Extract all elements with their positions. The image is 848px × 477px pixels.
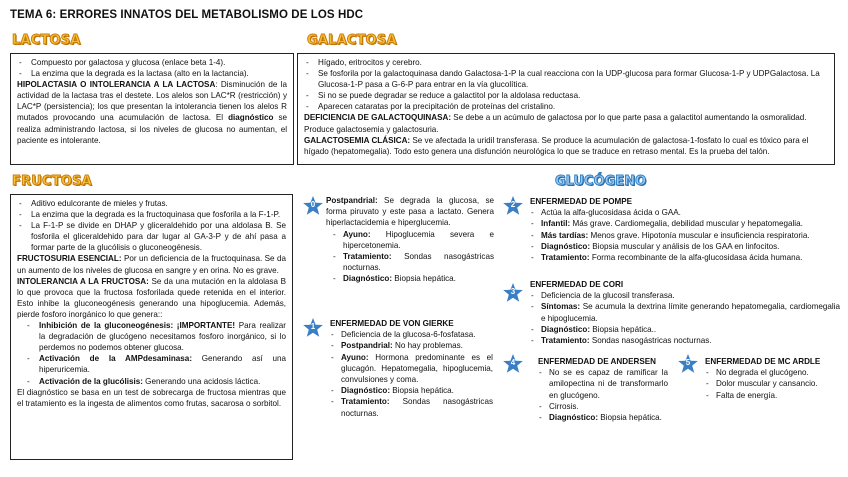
star-icon: 5 bbox=[678, 354, 698, 374]
fructosa-box bbox=[10, 194, 293, 460]
list-item: - Falta de energía. bbox=[705, 390, 840, 401]
star-icon: 1 bbox=[303, 318, 323, 338]
glucogeno-heading: GLUCÓGENO bbox=[555, 174, 647, 189]
disease-title: ENFERMEDAD DE MC ARDLE bbox=[705, 357, 821, 366]
fructosa-paragraph: INTOLERANCIA A LA FRUCTOSA: Se da una mutación en la aldolasa B lo que provoca que la fructosa fosforilada quede retenida en el interior. Esto inhibe la gluconeogénesis generando una hipoglucemia. Además, pierde fosforo inorgánico lo que genera:: bbox=[17, 276, 286, 319]
andersen-block bbox=[538, 356, 668, 423]
list-item: - Tratamiento: Sondas nasogástricas nocturnas. bbox=[332, 251, 494, 273]
disease-title: ENFERMEDAD DE POMPE bbox=[530, 197, 633, 206]
fructosa-sub-bullet: - Activación de la glucólisis: Generando una acidosis láctica. bbox=[17, 376, 286, 387]
list-item: - Infantil: Más grave. Cardiomegalia, debilidad muscular y hepatomegalia. bbox=[530, 218, 840, 229]
lactosa-heading: LACTOSA bbox=[12, 33, 81, 48]
list-item: - Deficiencia de la glucosa-6-fosfatasa. bbox=[330, 329, 493, 340]
list-item: - Diagnóstico: Biopsia hepática. bbox=[332, 273, 494, 284]
galactosa-heading: GALACTOSA bbox=[307, 33, 397, 48]
lactosa-box bbox=[10, 53, 294, 165]
lactosa-paragraph: HIPOLACTASIA O INTOLERANCIA A LA LACTOSA: Disminución de la actividad de la lactasa tras el destete. Los alelos son LAC*R (restricción) y LAC*P (persistencia); los que presentan la intolerancia tienen los alelos R mutados provocando una acumulación de lactosa. El diagnóstico se realiza administrando lactosa, si los niveles de glucosa no aumentan, el paciente es intolerante. bbox=[17, 80, 287, 145]
list-item: - No degrada el glucógeno. bbox=[705, 367, 840, 378]
fructosa-bullet: - La enzima que la degrada es la fructoquinasa que fosforila a la F-1-P. bbox=[17, 209, 286, 220]
page-title: TEMA 6: ERRORES INNATOS DEL METABOLISMO DE LOS HDC bbox=[10, 9, 364, 21]
galactosa-paragraph: DEFICIENCIA DE GALACTOQUINASA: Se debe a un acúmulo de galactosa por lo que parte pasa a galactitol aumentando la osmoralidad. Produce galactosemia y galactosuria. bbox=[304, 113, 807, 134]
disease-title: ENFERMEDAD DE CORI bbox=[530, 280, 624, 289]
star-icon: 2 bbox=[503, 196, 523, 216]
star-icon: 3 bbox=[503, 283, 523, 303]
list-item: - Postpandrial: No hay problemas. bbox=[330, 340, 493, 351]
galactosa-bullet: - Aparecen cataratas por la precipitación de proteínas del cristalino. bbox=[304, 101, 828, 112]
fructosa-sub-bullet: - Inhibición de la gluconeogénesis: ¡IMPORTANTE! Para realizar la degradación de glucógeno necesitamos fosforo inorgánico, si lo perdemos no podemos obtener glucosa. bbox=[17, 320, 286, 353]
lactosa-bullet: - Compuesto por galactosa y glucosa (enlace beta 1-4). bbox=[17, 57, 287, 68]
pompe-block bbox=[530, 196, 840, 263]
fructosa-bullet: - Aditivo edulcorante de mieles y frutas. bbox=[17, 198, 286, 209]
disease-title: ENFERMEDAD DE ANDERSEN bbox=[538, 357, 656, 366]
lactosa-bullet: - La enzima que la degrada es la lactasa (alto en la lactancia). bbox=[17, 68, 287, 79]
list-item: - Deficiencia de la glucosil transferasa. bbox=[530, 290, 840, 301]
list-item: - Diagnóstico: Biopsia hepática.. bbox=[530, 324, 840, 335]
fructosa-paragraph: FRUCTOSURIA ESENCIAL: Por un deficiencia de la fructoquinasa. Se da un aumento de los niveles de glucosa en sangre y en orina. No es grave. bbox=[17, 254, 286, 275]
postprandial-block: Postpandrial: Se degrada la glucosa, se forma piruvato y este pasa a lactato. Genera hiperlactacidemia e hiperglucemia. - Ayuno: Hipoglucemia severa e hipercetonemia. - Tratamiento: Sondas nasogástricas nocturnas. - Diagnóstico: Biopsia hepática. bbox=[326, 195, 494, 285]
fructosa-bullet: - La F-1-P se divide en DHAP y gliceraldehido por una aldolasa B. Se fosforila el gliceraldehido para dar lugar al GA-3-P y de ahí pasa a formar parte de la glucólisis o gluconeogénesis. bbox=[17, 220, 286, 253]
list-item: - Actúa la alfa-glucosidasa ácida o GAA. bbox=[530, 207, 840, 218]
list-item: - Ayuno: Hormona predominante es el glucagón. Hepatomegalia, hipoglucemia, convulsiones y coma. bbox=[330, 352, 493, 386]
list-item: - Tratamiento: Sondas nasogástricas nocturnas. bbox=[330, 396, 493, 418]
list-item: - No se es capaz de ramificar la amilopectina ni de transformarlo en glucógeno. bbox=[538, 367, 668, 401]
list-item: - Diagnóstico: Biopsia muscular y análisis de los GAA en linfocitos. bbox=[530, 241, 840, 252]
list-item: - Tratamiento: Forma recombinante de la alfa-glucosidasa ácida humana. bbox=[530, 252, 840, 263]
list-item: - Diagnóstico: Biopsia hepática. bbox=[330, 385, 493, 396]
galactosa-bullet: - Hígado, eritrocitos y cerebro. bbox=[304, 57, 828, 68]
fructosa-heading: FRUCTOSA bbox=[12, 174, 92, 189]
cori-block bbox=[530, 279, 840, 346]
mcardle-block bbox=[705, 356, 840, 401]
list-item: - Cirrosis. bbox=[538, 401, 668, 412]
von-gierke-block bbox=[330, 318, 493, 419]
galactosa-bullet: - Si no se puede degradar se reduce a galactitol por la aldolasa reductasa. bbox=[304, 90, 828, 101]
list-item: - Síntomas: Se acumula la dextrina límite generando hepatomegalia, cardiomegalia e hipoglucemia. bbox=[530, 301, 840, 323]
fructosa-sub-bullet: - Activación de la AMPdesaminasa: Generando así una hiperuricemia. bbox=[17, 353, 286, 375]
galactosa-box bbox=[297, 53, 835, 165]
fructosa-paragraph: El diagnóstico se basa en un test de sobrecarga de fructosa mientras que el tratamiento es la ingesta de alimentos como frutas, sacarosa o sorbitol. bbox=[17, 387, 286, 408]
list-item: - Más tardías: Menos grave. Hipotonía muscular e insuficiencia respiratoria. bbox=[530, 230, 840, 241]
list-item: - Ayuno: Hipoglucemia severa e hipercetonemia. bbox=[332, 229, 494, 251]
star-icon: 0 bbox=[303, 196, 323, 216]
star-icon: 4 bbox=[503, 354, 523, 374]
disease-title: ENFERMEDAD DE VON GIERKE bbox=[330, 319, 454, 328]
list-item: - Tratamiento: Sondas nasogástricas nocturnas. bbox=[530, 335, 840, 346]
list-item: - Diagnóstico: Biopsia hepática. bbox=[538, 412, 668, 423]
galactosa-paragraph: GALACTOSEMIA CLÁSICA: Se ve afectada la uridil transferasa. Se produce la acumulación de galactosa-1-fosfato lo cual es tóxico para el hígado (hepatomegalia). Todo esto genera una disfunción neurológica lo que se traduce en retraso mental. Es la prueba del talón. bbox=[304, 135, 809, 156]
list-item: - Dolor muscular y cansancio. bbox=[705, 378, 840, 389]
galactosa-bullet: - Se fosforila por la galactoquinasa dando Galactosa-1-P la cual reacciona con la UDP-glucosa para formar Glucosa-1-P y UDPGalactosa. La Glucosa-1-P pasa a G-6-P para entrar en la vía glucolítica. bbox=[304, 68, 828, 90]
